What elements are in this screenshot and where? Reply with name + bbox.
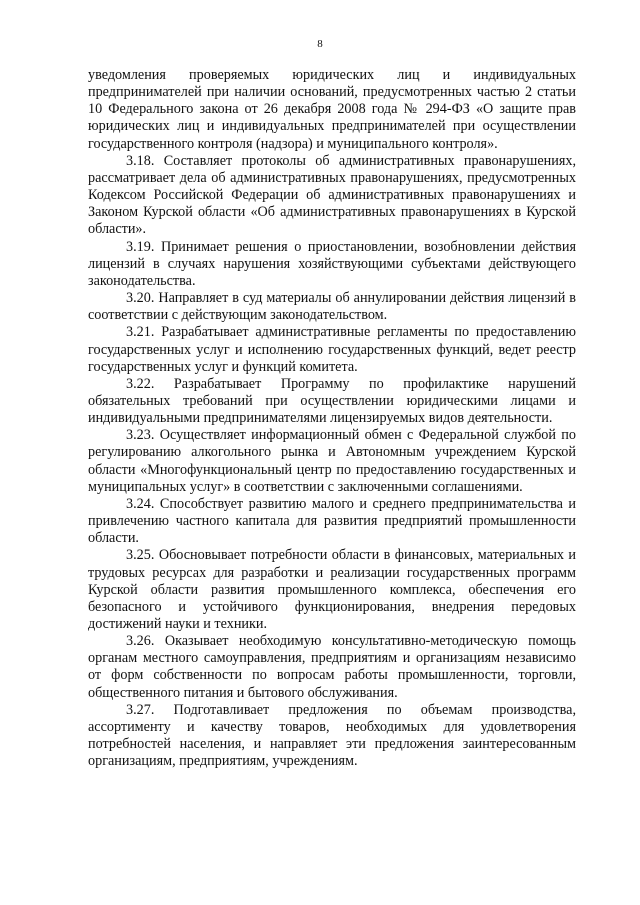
paragraph-3-20: 3.20. Направляет в суд материалы об аннулировании действия лицензий в соответствии с действующим законодательством. <box>88 290 576 324</box>
document-body <box>88 67 576 770</box>
paragraph-3-18: 3.18. Составляет протоколы об административных правонарушениях, рассматривает дела об административных правонарушениях, предусмотренных Кодексом Российской Федерации об административных правонарушениях и Законом Курской области «Об административных правонарушениях в Курской области». <box>88 152 576 238</box>
paragraph-continuation: уведомления проверяемых юридических лиц и индивидуальных предпринимателей при наличии оснований, предусмотренных частью 2 статьи 10 Федерального закона от 26 декабря 2008 года № 294-ФЗ «О защите прав юридических лиц и индивидуальных предпринимателей при осуществлении государственного контроля (надзора) и муниципального контроля». <box>88 67 576 152</box>
paragraph-3-26: 3.26. Оказывает необходимую консультативно-методическую помощь органам местного самоуправления, предприятиям и организациям независимо от форм собственности по вопросам работы промышленности, торговли, общественного питания и бытового обслуживания. <box>88 633 576 701</box>
paragraph-3-22: 3.22. Разрабатывает Программу по профилактике нарушений обязательных требований при осуществлении юридическими лицами и индивидуальными предпринимателями лицензируемых видов деятельности. <box>88 375 576 427</box>
paragraph-3-25: 3.25. Обосновывает потребности области в финансовых, материальных и трудовых ресурсах для разработки и реализации государственных программ Курской области развития промышленного комплекса, обеспечения его безопасного и устойчивого функционирования, внедрения передовых достижений науки и техники. <box>88 547 576 632</box>
paragraph-3-23: 3.23. Осуществляет информационный обмен с Федеральной службой по регулированию алкогольного рынка и Автономным учреждением Курской области «Многофункциональный центр по предоставлению государственных и муниципальных услуг» в соответствии с заключенными соглашениями. <box>88 427 576 495</box>
page-number: 8 <box>317 38 323 50</box>
paragraph-3-24: 3.24. Способствует развитию малого и среднего предпринимательства и привлечению частного капитала для развития предприятий промышленности области. <box>88 495 576 547</box>
paragraph-3-19: 3.19. Принимает решения о приостановлении, возобновлении действия лицензий в случаях нарушения хозяйствующими субъектами действующего законодательства. <box>88 238 576 289</box>
paragraph-3-21: 3.21. Разрабатывает административные регламенты по предоставлению государственных услуг и исполнению государственных функций, ведет реестр государственных услуг и функций комитета. <box>88 324 576 375</box>
paragraph-3-27: 3.27. Подготавливает предложения по объемам производства, ассортименту и качеству товаров, необходимых для удовлетворения потребностей населения, и направляет эти предложения заинтересованным организациям, предприятиям, учреждениям. <box>88 701 576 770</box>
